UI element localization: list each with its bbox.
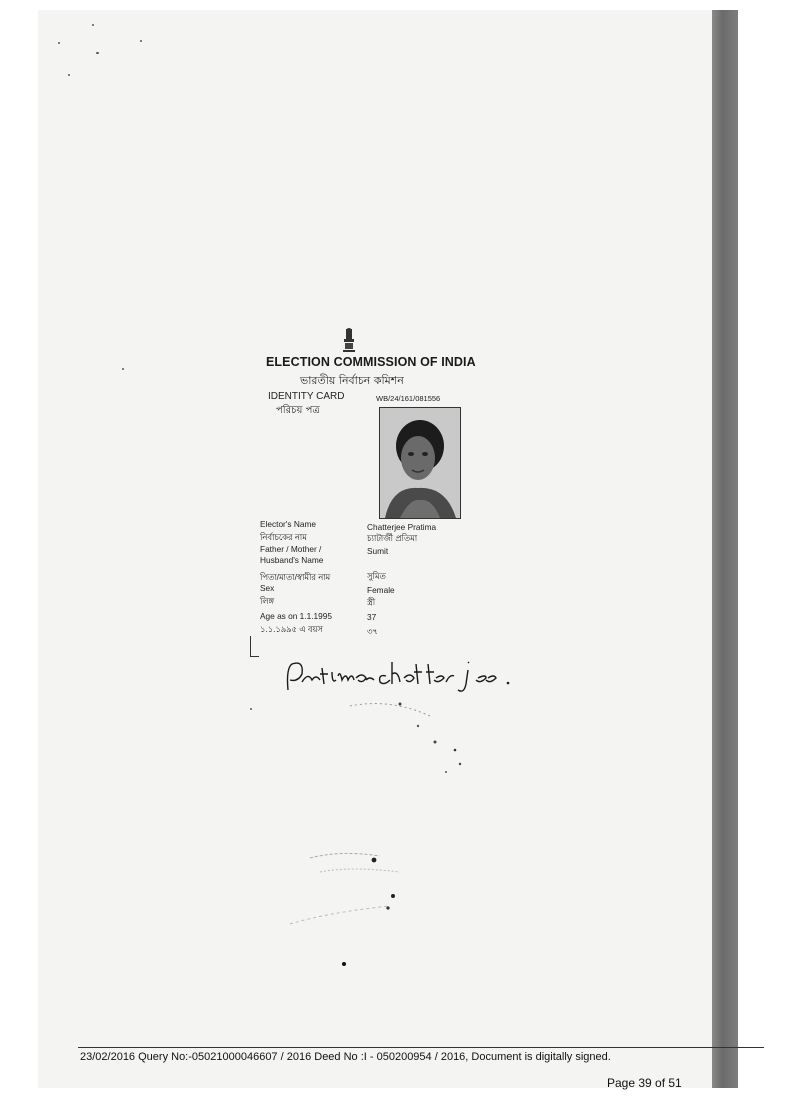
field-value: Sumit: [367, 546, 389, 556]
scan-speck: [92, 24, 94, 26]
field-label: Elector's Name: [260, 519, 316, 529]
field-label: Husband's Name: [260, 555, 324, 565]
footer-rule: [78, 1047, 764, 1048]
voter-id-card: [250, 315, 500, 660]
field-value: চ্যাটার্জী প্রতিমা: [367, 533, 418, 543]
epic-number: WB/24/161/081556: [376, 394, 441, 403]
identity-card-label-bengali: পরিচয় পত্র: [276, 405, 320, 416]
corner-mark: [250, 636, 259, 657]
field-value: 37: [367, 612, 377, 622]
field-value: সুমিত: [367, 571, 386, 581]
scan-speck: [58, 42, 60, 44]
field-label: Sex: [260, 583, 275, 593]
scan-speck: [122, 368, 124, 370]
field-label: ১.১.১৯৯৫ এ বয়স: [260, 624, 323, 634]
scan-speck: [68, 74, 70, 76]
scan-edge-shadow: [712, 10, 738, 1088]
field-label: Age as on 1.1.1995: [260, 611, 332, 621]
scan-speck: [96, 52, 99, 54]
card-title-bengali: ভারতীয় নির্বাচন কমিশন: [300, 374, 404, 387]
national-emblem-icon: [342, 327, 356, 355]
handwritten-signature: [282, 650, 542, 702]
field-value: ৩৭: [367, 626, 378, 636]
scan-speck: [140, 40, 142, 42]
field-label: Father / Mother /: [260, 544, 322, 554]
field-value: Female: [367, 585, 395, 595]
page-number: Page 39 of 51: [607, 1076, 682, 1090]
elector-photo: [379, 407, 461, 519]
field-value: স্ত্রী: [367, 597, 376, 607]
field-label: নির্বাচকের নাম: [260, 532, 307, 542]
portrait-image: [380, 408, 460, 518]
digital-signature-note: 23/02/2016 Query No:-05021000046607 / 2016 Deed No :I - 050200954 / 2016, Document is digitally signed.: [80, 1051, 611, 1063]
identity-card-label: IDENTITY CARD: [268, 391, 345, 402]
field-value: Chatterjee Pratima: [367, 522, 437, 532]
faded-stamp-marks: [250, 700, 480, 970]
card-title: ELECTION COMMISSION OF INDIA: [266, 355, 476, 369]
field-label: পিতা/মাতা/স্বামীর নাম: [260, 572, 331, 582]
field-label: লিঙ্গ: [260, 596, 275, 606]
